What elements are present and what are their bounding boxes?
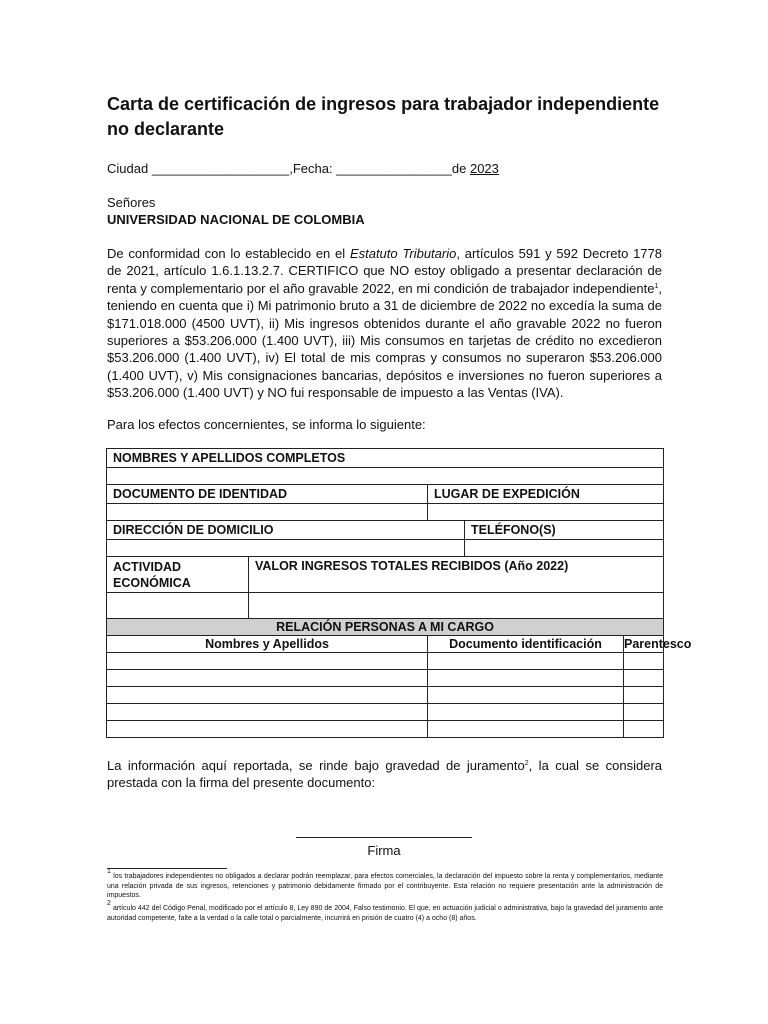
footnote-text: artículo 442 del Código Penal, modificado por el artículo 8, Ley 890 de 2004, Falso testimonio. El que, en actuación judicial o administrativa, bajo la gravedad del juramento ante autoridad competente, falte a la verdad o la calle total o parcialmente, incurrirá en prisión de cuatro (4) a ocho (8) años. xyxy=(107,905,664,922)
address-field[interactable] xyxy=(107,540,465,557)
dependent-document-cell[interactable] xyxy=(428,653,624,670)
phone-field[interactable] xyxy=(465,540,664,557)
dependent-name-cell[interactable] xyxy=(107,704,428,721)
certification-paragraph xyxy=(107,245,662,402)
footnote-ref-2: 2 xyxy=(524,760,529,767)
footnote-text: los trabajadores independientes no obligados a declarar podrán reemplazar, para efectos comerciales, la declaración del impuesto sobre la renta y complementarios, mediante una relación privada de sus ingresos, retenciones y patrimonio debidamente firmado por el contribuyente. Esta relación no requiere presentación ante la administración de impuestos. xyxy=(107,873,663,899)
oath-paragraph xyxy=(107,757,662,792)
signature-label: Firma xyxy=(367,843,401,858)
footnote-2 xyxy=(107,900,664,923)
city-label: Ciudad xyxy=(107,161,149,176)
city-date-line xyxy=(107,160,499,177)
id-document-label: DOCUMENTO DE IDENTIDAD xyxy=(107,485,428,504)
income-form-table xyxy=(106,448,692,738)
signature-line[interactable] xyxy=(296,837,472,838)
statute-name: Estatuto Tributario xyxy=(349,246,457,261)
paragraph-text: La información aquí reportada, se rinde bajo gravedad de juramento xyxy=(107,758,525,773)
issue-place-label: LUGAR DE EXPEDICIÓN xyxy=(428,485,664,504)
economic-activity-label: ACTIVIDAD ECONÓMICA xyxy=(107,557,249,593)
dependent-name-cell[interactable] xyxy=(107,653,428,670)
dependent-relationship-cell[interactable] xyxy=(624,670,664,687)
dependent-row xyxy=(107,721,664,738)
dependents-col-relationship: Parentesco xyxy=(624,637,692,651)
footnote-number: 1 xyxy=(107,868,111,875)
document-title: Carta de certificación de ingresos para trabajador independiente no declarante xyxy=(107,94,660,139)
date-year: 2023 xyxy=(469,161,499,176)
dependent-row xyxy=(107,687,664,704)
paragraph-text: , teniendo en cuenta que i) Mi patrimonio bruto a 31 de diciembre de 2022 no excedía la suma de $171.018.000 (4500 UVT), ii) Mis ingresos obtenidos durante el año gravable 2022 no fueron superiores a $53.206.000 (1.400 UVT), iii) Mis consumos en tarjetas de crédito no excedieron $53.206.000 (1.400 UVT), iv) El total de mis compras y consumos no superaron $53.206.000 (1.400 UVT), v) Mis consignaciones bancarias, depósitos e inversiones no fueron superiores a $53.206.000 (1.400 UVT) y NO fui responsable de impuesto a las Ventas (IVA). xyxy=(107,280,662,401)
dependent-row xyxy=(107,704,664,721)
dependent-document-cell[interactable] xyxy=(428,687,624,704)
id-document-field[interactable] xyxy=(107,504,428,521)
info-intro: Para los efectos concernientes, se informa lo siguiente: xyxy=(107,417,426,432)
dependents-col-document: Documento identificación xyxy=(428,636,624,653)
total-income-label: VALOR INGRESOS TOTALES RECIBIDOS (Año 2022) xyxy=(249,557,664,593)
dependent-document-cell[interactable] xyxy=(428,721,624,738)
paragraph-text: , la cual se considera prestada con la firma del presente documento: xyxy=(107,758,663,791)
dependent-row xyxy=(107,670,664,687)
footnote-ref-1: 1 xyxy=(654,282,659,290)
dependent-relationship-cell[interactable] xyxy=(624,721,664,738)
footnote-1 xyxy=(107,868,663,901)
dependent-document-cell[interactable] xyxy=(428,704,624,721)
dependent-name-cell[interactable] xyxy=(107,670,428,687)
recipient-name: UNIVERSIDAD NACIONAL DE COLOMBIA xyxy=(107,212,365,227)
address-label: DIRECCIÓN DE DOMICILIO xyxy=(107,521,465,540)
dependent-row xyxy=(107,653,664,670)
dependent-relationship-cell[interactable] xyxy=(624,704,664,721)
full-name-field[interactable] xyxy=(107,468,664,485)
dependents-col-names: Nombres y Apellidos xyxy=(107,636,428,653)
phone-label: TELÉFONO(S) xyxy=(465,521,664,540)
dependent-relationship-cell[interactable] xyxy=(624,653,664,670)
dependents-section-header: RELACIÓN PERSONAS A MI CARGO xyxy=(107,619,664,636)
dependent-relationship-cell[interactable] xyxy=(624,687,664,704)
paragraph-text: , artículos 591 y 592 Decreto 1778 de 2021, artículo 1.6.1.13.2.7. CERTIFICO que NO estoy obligado a presentar declaración de renta y complementario por el año gravable 2022, en mi condición de trabajador independiente xyxy=(107,246,662,296)
dependent-name-cell[interactable] xyxy=(107,687,428,704)
dependent-name-cell[interactable] xyxy=(107,721,428,738)
city-blank: ___________________ xyxy=(151,161,290,176)
total-income-field[interactable] xyxy=(249,593,664,619)
dependent-document-cell[interactable] xyxy=(428,670,624,687)
footnote-divider xyxy=(107,868,227,869)
date-de: de xyxy=(451,161,467,176)
full-name-label: NOMBRES Y APELLIDOS COMPLETOS xyxy=(107,449,664,468)
paragraph-text: De conformidad con lo establecido en el xyxy=(107,246,350,261)
date-label: ,Fecha: xyxy=(289,161,333,176)
economic-activity-field[interactable] xyxy=(107,593,249,619)
issue-place-field[interactable] xyxy=(428,504,664,521)
footnote-number: 2 xyxy=(107,900,111,907)
greeting: Señores xyxy=(107,195,156,210)
date-blank: ________________ xyxy=(336,161,452,176)
